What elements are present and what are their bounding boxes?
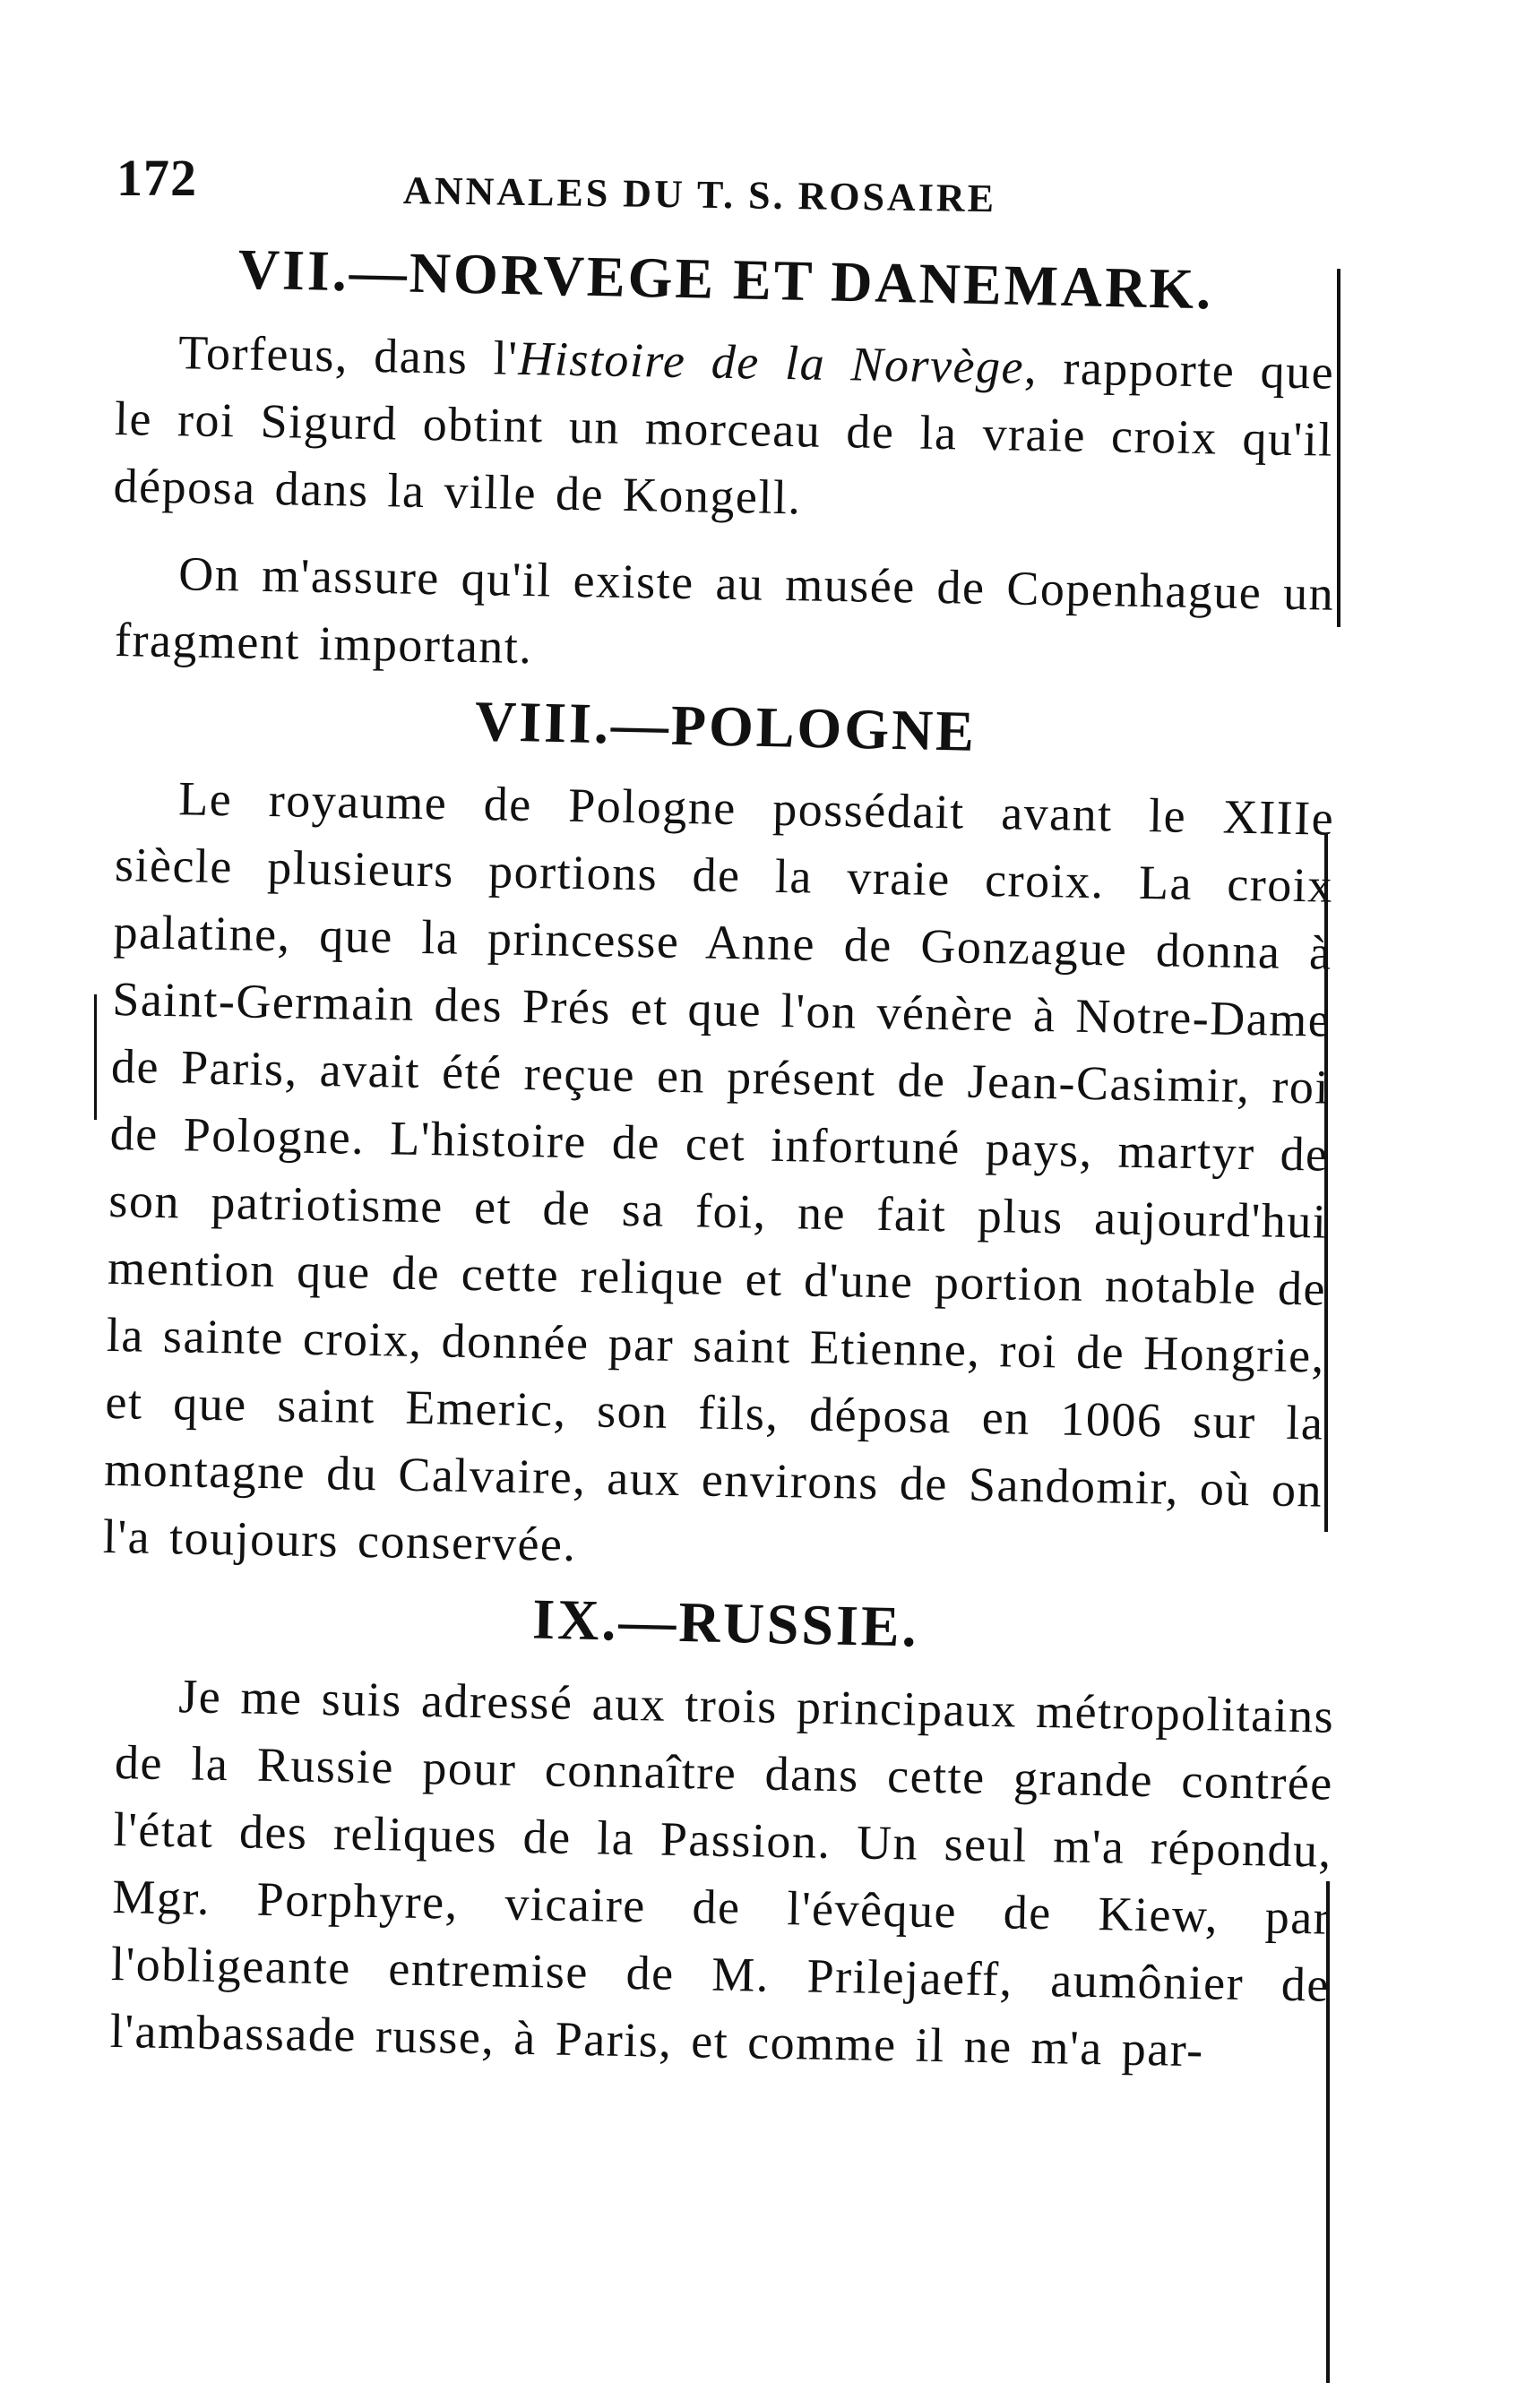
paragraph [109,1662,1335,2086]
margin-rule-left [94,994,97,1120]
page-header [116,148,1335,246]
paragraph [113,318,1335,541]
paragraph-text: Le royaume de Pologne possédait avant le XIIIe siècle plusieurs portions de la vraie croix. La croix palatine, que la princesse Anne de Gonzague donna à Saint-Germain des Prés et que l'on vénère à Notre-Dame de Paris, avait été reçue en présent de Jean-Casimir, roi de Pologne. L'histoire de cet infortuné pays, martyr de son patriotisme et de sa foi, ne fait plus aujourd'hui mention que de cette relique et d'une portion notable de la sainte croix, donnée par saint Etienne, roi de Hongrie, et que saint Emeric, son fils, déposa en 1006 sur la montagne du Calvaire, aux environs de Sandomir, où on l'a toujours conservée. [102,771,1335,1572]
book-title: Histoire de la Norvège [517,331,1025,394]
section-title: IX.—RUSSIE. [531,1587,920,1659]
paragraph-text: Torfeus, dans l' [177,324,519,385]
section-norvege [113,236,1335,674]
paragraph-text: On m'assure qu'il existe au musée de Copenhague un fragment important. [114,546,1335,674]
section-pologne [102,688,1335,1572]
text-column [102,148,1335,2085]
paragraph-text: , rapporte que le roi Sigurd obtint un morceau de la vraie croix qu'il déposa dans la ville de Kongell. [113,340,1335,524]
section-title: VII.—NORVEGE ET DANEMARK. [237,236,1214,322]
paragraph-text: Je me suis adressé aux trois principaux métropolitains de la Russie pour connaître dans cette grande contrée l'état des reliques de la Passion. Un seul m'a répondu, Mgr. Porphyre, vicaire de l'évêque de Kiew, par l'obligeante entremise de M. Prilejaeff, aumônier de l'ambassade russe, à Paris, et comme il ne m'a par- [109,1669,1335,2077]
section-russie [109,1587,1335,2077]
paragraph [102,764,1335,1592]
margin-rule-right [1337,269,1340,627]
page-number: 172 [116,149,197,207]
paragraph [114,539,1334,695]
running-title: ANNALES DU T. S. ROSAIRE [402,168,997,221]
section-title: VIII.—POLOGNE [474,688,978,763]
